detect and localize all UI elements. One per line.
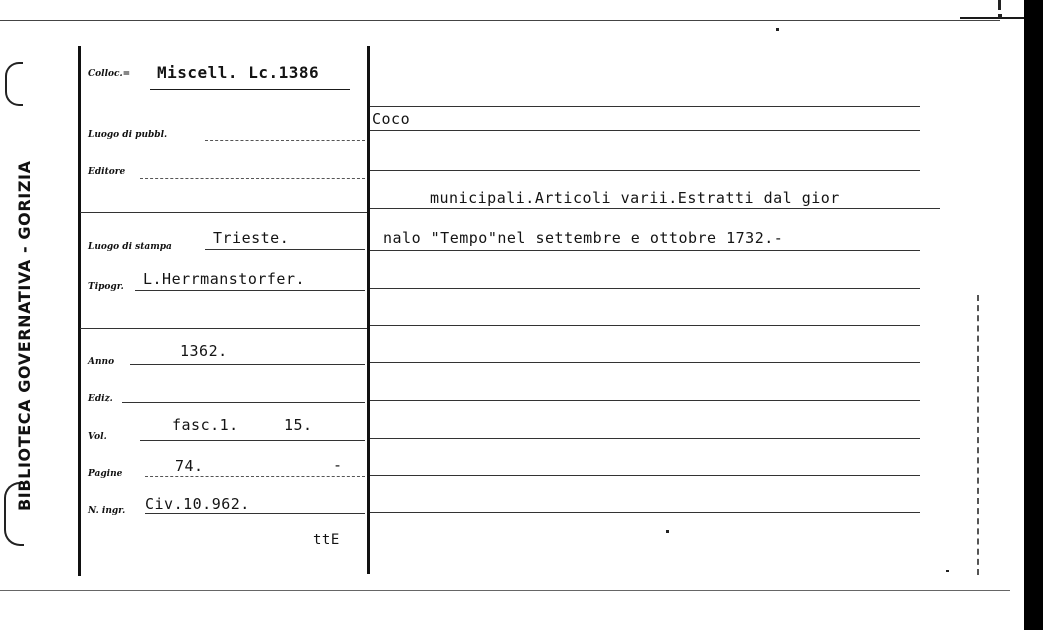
printer-label: Tipogr. <box>88 282 124 292</box>
inventory-line <box>145 513 365 514</box>
collocation-value: Miscell. Lc.1386 <box>157 63 320 82</box>
desc-line-10 <box>370 438 920 439</box>
inventory-value: Civ.10.962. <box>145 495 250 513</box>
desc-line-12 <box>370 512 920 513</box>
speck <box>776 28 779 31</box>
desc-line-11 <box>370 475 920 476</box>
place-publication-line <box>205 140 365 142</box>
place-printing-line <box>205 249 365 250</box>
pages-label: Pagine <box>88 469 123 479</box>
desc-line-2 <box>370 130 920 131</box>
pages-line <box>145 476 365 478</box>
library-stamp: BIBLIOTECA GOVERNATIVA - GORIZIA <box>15 160 34 511</box>
collocation-underline <box>150 89 350 90</box>
right-dotted-border <box>977 295 980 575</box>
edition-line <box>122 402 365 403</box>
edition-label: Ediz. <box>88 394 113 404</box>
desc-line-6 <box>370 288 920 289</box>
speck <box>946 570 949 572</box>
printer-value: L.Herrmanstorfer. <box>143 270 306 288</box>
place-printing-label: Luogo di stampa <box>88 242 172 252</box>
speck <box>666 530 669 533</box>
desc-line-3 <box>370 170 920 171</box>
desc-line-7 <box>370 325 920 326</box>
collocation-label: Colloc.= <box>88 69 131 79</box>
top-right-rule <box>960 17 1024 19</box>
desc-line-5 <box>370 250 920 251</box>
printer-line <box>135 290 365 291</box>
volumes-value: fasc.1. <box>172 416 239 434</box>
volumes-line <box>140 440 365 441</box>
left-separator-2 <box>80 328 367 329</box>
desc-line-8 <box>370 362 920 363</box>
pages-value: 74. <box>175 457 204 475</box>
bottom-border-line <box>0 590 1010 591</box>
left-separator-1 <box>80 212 367 213</box>
place-printing-value: Trieste. <box>213 229 290 247</box>
cataloguer-initials: ttE <box>313 532 340 548</box>
volumes-label: Vol. <box>88 432 107 442</box>
desc-text-line3: nalo "Tempo"nel settembre e ottobre 1732.- <box>383 229 784 247</box>
volumes-sub-value: 15. <box>284 416 313 434</box>
edge-mark <box>998 0 1001 10</box>
left-column-border <box>78 46 81 576</box>
year-label: Anno <box>88 357 115 367</box>
pages-dash: - <box>333 456 343 474</box>
year-line <box>130 364 365 365</box>
edge-dot <box>998 14 1002 18</box>
scan-edge <box>1024 0 1043 630</box>
year-value: 1362. <box>180 342 228 360</box>
desc-line-9 <box>370 400 920 401</box>
middle-column-border <box>367 46 370 574</box>
inventory-label: N. ingr. <box>88 506 126 516</box>
place-publication-label: Luogo di pubbl. <box>88 130 168 140</box>
desc-line-4 <box>370 208 940 209</box>
desc-text-line2: municipali.Articoli varii.Estratti dal gior <box>430 189 840 207</box>
desc-line-1 <box>370 106 920 107</box>
publisher-line <box>140 178 365 180</box>
top-border-line <box>0 20 1000 21</box>
desc-text-line1: Coco <box>372 110 411 128</box>
publisher-label: Editore <box>88 167 126 177</box>
